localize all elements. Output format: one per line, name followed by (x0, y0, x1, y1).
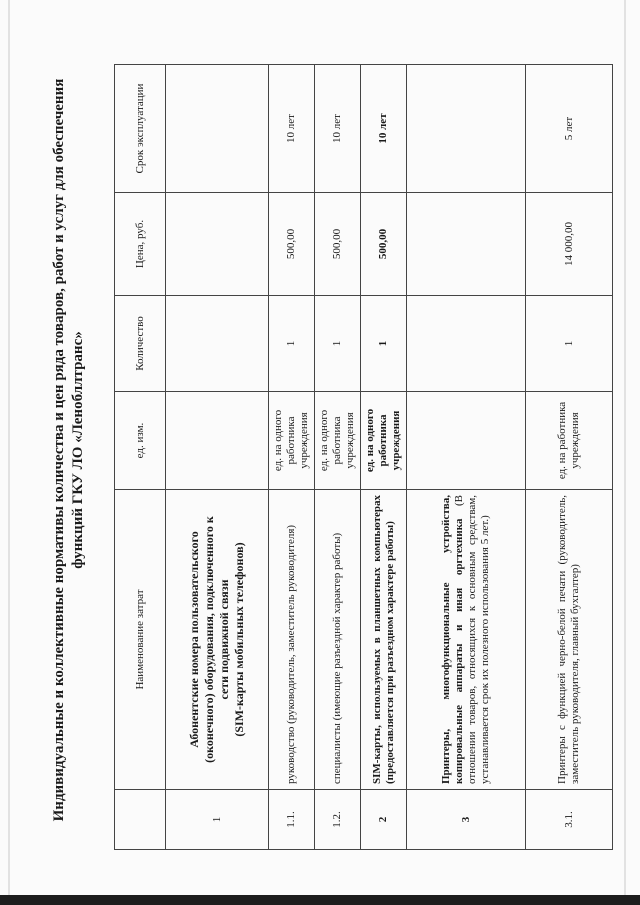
table-row (526, 65, 613, 850)
row-price: 500,00 (315, 193, 361, 296)
row-name (166, 490, 269, 790)
table-row (361, 65, 407, 850)
header-qty: Количество (115, 296, 166, 392)
table-row (407, 65, 526, 850)
row-name-rest: (В отношении товаров, относящихся к основным средствам, устанавливается срок их полезного использования 5 лет.) (453, 495, 491, 784)
row-price: 500,00 (269, 193, 315, 296)
row-num: 1.2. (315, 790, 361, 850)
row-name: Принтеры с функцией черно-белой печати (руководитель, заместитель руководителя, главный бухгалтер) (526, 490, 613, 790)
header-num (115, 790, 166, 850)
table-row (315, 65, 361, 850)
row-term: 10 лет (361, 65, 407, 193)
row-unit: ед. на одного работника учреждения (361, 392, 407, 490)
row-name: руководство (руководитель, заместитель руководителя) (269, 490, 315, 790)
row-term: 10 лет (269, 65, 315, 193)
table-row (166, 65, 269, 850)
header-unit: ед. изм. (115, 392, 166, 490)
row-price (407, 193, 526, 296)
row-num: 1 (166, 790, 269, 850)
row-name-line: (оконечного) оборудования, подключенного к (202, 516, 216, 763)
row-name-line: Абонентские номера пользовательского (187, 531, 201, 748)
row-unit (407, 392, 526, 490)
row-unit: ед. на одного работника учреждения (269, 392, 315, 490)
row-term: 5 лет (526, 65, 613, 193)
header-price: Цена, руб. (115, 193, 166, 296)
scan-edge-left (8, 0, 10, 905)
header-name: Наименование затрат (115, 490, 166, 790)
row-num: 1.1. (269, 790, 315, 850)
row-qty: 1 (361, 296, 407, 392)
row-qty: 1 (269, 296, 315, 392)
row-qty (166, 296, 269, 392)
row-name (407, 490, 526, 790)
rotated-content (50, 60, 581, 860)
row-name-line: сети подвижной связи (217, 579, 231, 700)
row-name: SIM-карты, используемых в планшетных компьютерах (предоставляется при разъездном характере работы) (361, 490, 407, 790)
table-header-row (115, 65, 166, 850)
scan-bottom-band (0, 895, 640, 905)
row-term (407, 65, 526, 193)
row-unit (166, 392, 269, 490)
row-qty: 1 (315, 296, 361, 392)
table-row (269, 65, 315, 850)
row-num: 3 (407, 790, 526, 850)
document-page (50, 60, 581, 860)
scan-edge-right (624, 0, 626, 905)
row-term (166, 65, 269, 193)
row-price (166, 193, 269, 296)
row-price: 500,00 (361, 193, 407, 296)
row-name-bold: Принтеры, многофункциональные устройства, копировальные аппараты и иная оргтехника (440, 495, 465, 784)
title-line-1: Индивидуальные и коллективные нормативы количества и цен ряда товаров, работ и услуг для обеспечения (51, 78, 67, 822)
row-unit: ед. на одного работника учреждения (315, 392, 361, 490)
row-name-line: (SIM-карты мобильных телефонов) (232, 542, 246, 737)
row-qty: 1 (526, 296, 613, 392)
document-title (50, 70, 110, 830)
row-num: 3.1. (526, 790, 613, 850)
header-term: Срок эксплуатации (115, 65, 166, 193)
row-num: 2 (361, 790, 407, 850)
row-price: 14 000,00 (526, 193, 613, 296)
row-unit: ед. на работника учреждения (526, 392, 613, 490)
title-line-2: функций ГКУ ЛО «Ленобллтранс» (70, 331, 86, 569)
norms-table (114, 64, 613, 850)
row-term: 10 лет (315, 65, 361, 193)
row-qty (407, 296, 526, 392)
row-name: специалисты (имеющие разъездной характер работы) (315, 490, 361, 790)
